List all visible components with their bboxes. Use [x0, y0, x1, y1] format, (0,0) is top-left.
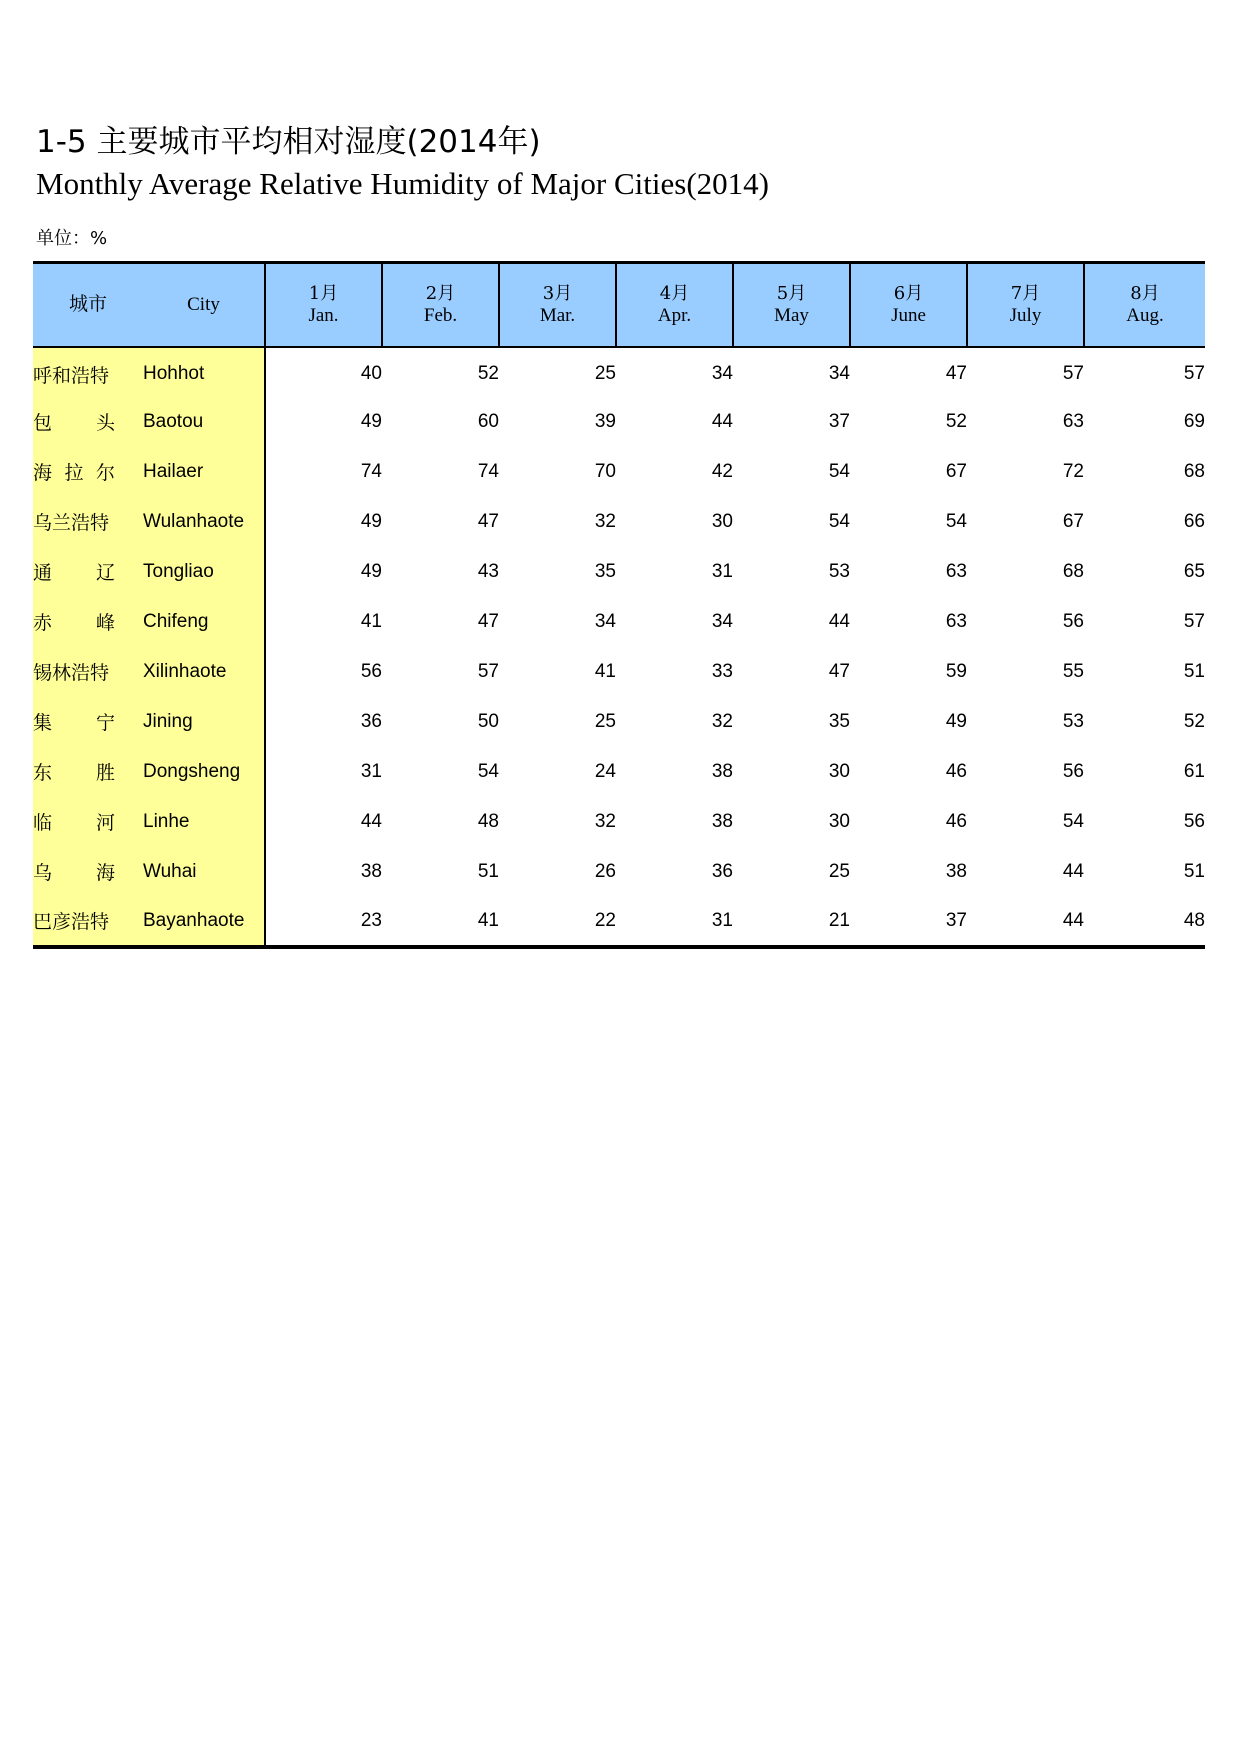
humidity-value: 57	[1062, 363, 1084, 384]
header-month-en: June	[891, 304, 926, 326]
humidity-value: 54	[828, 460, 850, 482]
humidity-value: 55	[1062, 660, 1084, 682]
table-row	[33, 347, 1205, 397]
humidity-value: 30	[828, 760, 850, 782]
header-month-3	[499, 263, 616, 347]
humidity-value: 41	[360, 610, 382, 632]
city-name-en: Tongliao	[143, 547, 265, 597]
humidity-value: 67	[1062, 510, 1084, 532]
city-name-cn	[33, 897, 143, 947]
humidity-value: 49	[360, 410, 382, 432]
city-name-cn-chars	[33, 558, 115, 585]
humidity-value: 47	[477, 510, 499, 532]
humidity-value: 38	[360, 860, 382, 882]
humidity-value: 38	[711, 760, 733, 782]
table-row	[33, 497, 1205, 547]
city-name-cn-char: 乌	[33, 863, 53, 884]
table-row	[33, 597, 1205, 647]
humidity-value: 44	[1062, 860, 1084, 882]
header-month-en: July	[1009, 304, 1042, 326]
humidity-value: 56	[360, 660, 382, 682]
header-month-cn: 8月	[1130, 282, 1160, 304]
city-name-cn-chars	[33, 858, 115, 885]
humidity-value: 54	[477, 760, 499, 782]
city-name-cn-char: 包	[33, 413, 53, 434]
city-name-cn	[33, 797, 143, 847]
city-name-cn	[33, 397, 143, 447]
header-month-5	[733, 263, 850, 347]
header-month-en: Aug.	[1126, 304, 1164, 326]
humidity-value: 32	[594, 810, 616, 832]
city-name-cn-char: 宁	[95, 713, 115, 734]
humidity-value: 52	[477, 363, 499, 384]
city-name-cn-char: 呼和浩特	[33, 365, 110, 387]
humidity-value: 37	[850, 897, 967, 947]
city-name-cn-chars	[33, 808, 115, 835]
city-name-cn-char: 头	[95, 413, 115, 434]
city-name-cn-char: 胜	[95, 763, 115, 784]
city-name-en: Linhe	[143, 797, 265, 847]
city-name-en: Wuhai	[143, 847, 265, 897]
humidity-value: 41	[382, 897, 499, 947]
city-name-cn-char: 乌兰浩特	[33, 513, 110, 534]
city-name-cn	[33, 447, 143, 497]
humidity-value: 34	[711, 610, 733, 632]
city-name-cn-char: 临	[33, 813, 53, 834]
humidity-value: 21	[733, 897, 850, 947]
city-name-cn-chars	[33, 758, 115, 785]
city-name-cn	[33, 847, 143, 897]
humidity-value: 57	[477, 660, 499, 682]
city-name-cn-char: 河	[95, 813, 115, 834]
humidity-value: 34	[711, 363, 733, 384]
city-name-cn	[33, 597, 143, 647]
header-month-cn: 6月	[893, 282, 924, 304]
humidity-value: 35	[594, 560, 616, 582]
header-month-2	[382, 263, 499, 347]
humidity-value: 54	[945, 510, 967, 532]
humidity-value: 68	[1183, 460, 1205, 482]
city-name-cn	[33, 647, 143, 697]
humidity-value: 25	[594, 363, 616, 384]
city-name-cn	[33, 697, 143, 747]
humidity-value: 38	[711, 810, 733, 832]
humidity-value: 44	[360, 810, 382, 832]
header-month-6	[850, 263, 967, 347]
humidity-value: 46	[945, 760, 967, 782]
humidity-value: 41	[594, 660, 616, 682]
humidity-value: 72	[1062, 460, 1084, 482]
header-city-en: City	[143, 263, 265, 347]
city-name-cn-char: 尔	[95, 463, 115, 484]
city-name-en: Hailaer	[143, 447, 265, 497]
humidity-value: 32	[711, 710, 733, 732]
humidity-value: 38	[945, 860, 967, 882]
city-name-en: Baotou	[143, 397, 265, 447]
city-name-cn-char: 东	[33, 763, 53, 784]
city-name-cn-char: 辽	[95, 563, 115, 584]
humidity-value: 51	[1183, 860, 1205, 882]
city-name-cn-char: 通	[33, 563, 53, 584]
humidity-value: 56	[1062, 610, 1084, 632]
header-month-en: Jan.	[308, 304, 339, 326]
header-month-cn: 2月	[425, 282, 456, 304]
header-month-8	[1084, 263, 1205, 347]
city-name-cn-char: 海	[33, 463, 53, 484]
page-title-cn: 1-5 主要城市平均相对湿度(2014年)	[36, 124, 541, 160]
city-name-cn-char: 海	[95, 863, 115, 884]
humidity-value: 31	[616, 897, 733, 947]
city-name-en: Chifeng	[143, 597, 265, 647]
humidity-value: 59	[945, 660, 967, 682]
humidity-value: 57	[1183, 610, 1205, 632]
humidity-value: 63	[945, 610, 967, 632]
city-name-cn-char: 赤	[33, 613, 53, 634]
header-month-7	[967, 263, 1084, 347]
humidity-value: 51	[477, 860, 499, 882]
humidity-value: 57	[1183, 363, 1205, 384]
header-month-cn: 5月	[776, 282, 807, 304]
humidity-value: 68	[1062, 560, 1084, 582]
humidity-value: 49	[360, 560, 382, 582]
humidity-value: 43	[477, 560, 499, 582]
humidity-value: 51	[1183, 660, 1205, 682]
humidity-value: 23	[265, 897, 382, 947]
city-name-en: Xilinhaote	[143, 647, 265, 697]
page-title-en: Monthly Average Relative Humidity of Major Cities(2014)	[36, 166, 769, 201]
city-name-cn-char: 集	[33, 713, 53, 734]
humidity-value: 54	[828, 510, 850, 532]
humidity-value: 49	[945, 710, 967, 732]
unit-label: 单位：%	[36, 228, 108, 249]
humidity-value: 52	[1183, 710, 1205, 732]
humidity-value: 74	[360, 460, 382, 482]
table-row	[33, 747, 1205, 797]
city-name-cn-char: 拉	[64, 463, 84, 484]
humidity-value: 40	[360, 363, 382, 384]
table-row	[33, 697, 1205, 747]
header-month-cn: 3月	[542, 282, 573, 304]
city-name-cn	[33, 347, 143, 397]
humidity-value: 37	[828, 410, 850, 432]
humidity-value: 54	[1062, 810, 1084, 832]
humidity-table	[33, 261, 1205, 949]
humidity-value: 50	[477, 710, 499, 732]
humidity-value: 31	[711, 560, 733, 582]
humidity-value: 26	[594, 860, 616, 882]
header-month-en: Feb.	[423, 304, 458, 326]
city-name-cn-chars	[33, 708, 115, 735]
humidity-value: 67	[945, 460, 967, 482]
table-row	[33, 397, 1205, 447]
humidity-value: 48	[1084, 897, 1205, 947]
table-row	[33, 797, 1205, 847]
humidity-value: 34	[828, 363, 850, 384]
city-name-en: Dongsheng	[143, 747, 265, 797]
humidity-value: 47	[945, 363, 967, 384]
header-month-4	[616, 263, 733, 347]
city-name-en: Bayanhaote	[143, 897, 265, 947]
header-month-cn: 7月	[1010, 282, 1041, 304]
humidity-value: 52	[945, 410, 967, 432]
city-name-cn-chars	[33, 361, 115, 388]
humidity-value: 53	[828, 560, 850, 582]
humidity-value: 60	[477, 410, 499, 432]
humidity-value: 61	[1183, 760, 1205, 782]
humidity-value: 44	[828, 610, 850, 632]
humidity-value: 69	[1183, 410, 1205, 432]
city-name-cn-chars	[33, 408, 115, 435]
humidity-value: 65	[1183, 560, 1205, 582]
city-name-en: Jining	[143, 697, 265, 747]
humidity-value: 34	[594, 610, 616, 632]
humidity-value: 56	[1062, 760, 1084, 782]
table-row	[33, 447, 1205, 497]
humidity-value: 32	[594, 510, 616, 532]
humidity-value: 63	[945, 560, 967, 582]
table-body	[33, 347, 1205, 947]
table-header-row	[33, 263, 1205, 347]
humidity-value: 56	[1183, 810, 1205, 832]
table-row	[33, 647, 1205, 697]
humidity-value: 31	[360, 760, 382, 782]
city-name-cn-chars	[33, 658, 115, 685]
humidity-value: 66	[1183, 510, 1205, 532]
city-name-cn	[33, 547, 143, 597]
humidity-value: 70	[594, 460, 616, 482]
city-name-cn-char: 锡林浩特	[33, 663, 110, 684]
humidity-value: 36	[711, 860, 733, 882]
city-name-cn	[33, 747, 143, 797]
humidity-value: 24	[594, 760, 616, 782]
city-name-cn-chars	[33, 907, 115, 934]
humidity-value: 53	[1062, 710, 1084, 732]
table-row	[33, 847, 1205, 897]
table-row	[33, 897, 1205, 947]
humidity-value: 63	[1062, 410, 1084, 432]
city-name-en: Wulanhaote	[143, 497, 265, 547]
humidity-value: 44	[967, 897, 1084, 947]
table-row	[33, 547, 1205, 597]
humidity-value: 25	[594, 710, 616, 732]
header-month-1	[265, 263, 382, 347]
city-name-cn-char: 峰	[95, 613, 115, 634]
humidity-value: 44	[711, 410, 733, 432]
city-name-cn-chars	[33, 508, 115, 535]
humidity-value: 39	[594, 410, 616, 432]
humidity-value: 35	[828, 710, 850, 732]
city-name-en: Hohhot	[143, 347, 265, 397]
humidity-value: 46	[945, 810, 967, 832]
header-month-en: Mar.	[539, 304, 576, 326]
city-name-cn-chars	[33, 458, 115, 485]
humidity-value: 25	[828, 860, 850, 882]
humidity-value: 33	[711, 660, 733, 682]
header-month-cn: 1月	[308, 282, 339, 304]
humidity-value: 74	[477, 460, 499, 482]
city-name-cn-chars	[33, 608, 115, 635]
humidity-table-container	[33, 261, 1205, 949]
humidity-value: 36	[360, 710, 382, 732]
humidity-value: 48	[477, 810, 499, 832]
humidity-value: 47	[828, 660, 850, 682]
humidity-value: 30	[828, 810, 850, 832]
header-city-cn: 城市	[33, 263, 143, 347]
city-name-cn	[33, 497, 143, 547]
humidity-value: 30	[711, 510, 733, 532]
header-month-cn: 4月	[659, 282, 690, 304]
humidity-value: 47	[477, 610, 499, 632]
humidity-value: 22	[499, 897, 616, 947]
header-month-en: Apr.	[657, 304, 692, 326]
header-month-en: May	[774, 304, 809, 326]
humidity-value: 49	[360, 510, 382, 532]
city-name-cn-char: 巴彦浩特	[33, 912, 110, 933]
humidity-value: 42	[711, 460, 733, 482]
